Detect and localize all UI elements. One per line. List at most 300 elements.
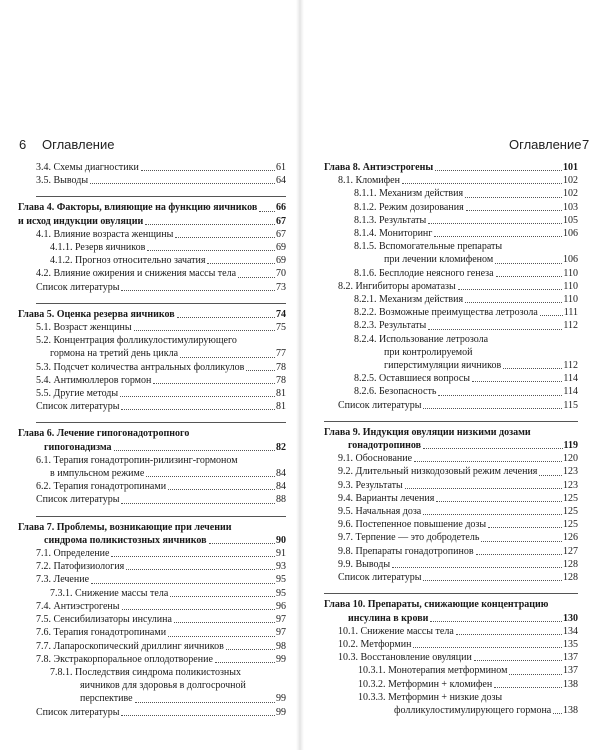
toc-entry-title: 9.4. Варианты лечения bbox=[338, 492, 435, 504]
toc-entry-title: 8.1.1. Механизм действия bbox=[354, 188, 464, 200]
section-gap bbox=[36, 187, 286, 196]
toc-page-number: 73 bbox=[276, 281, 286, 293]
section-gap bbox=[36, 413, 286, 422]
toc-entry bbox=[324, 571, 578, 584]
toc-entry bbox=[324, 651, 578, 664]
toc-entry-title: 8.2.5. Оставшиеся вопросы bbox=[354, 373, 471, 385]
toc-chapter-entry bbox=[18, 521, 286, 534]
toc-entry bbox=[324, 518, 578, 531]
toc-entry-title: 7.3. Лечение bbox=[36, 574, 90, 586]
toc-entry bbox=[324, 280, 578, 293]
toc-entry-title: 7.2. Патофизиология bbox=[36, 561, 125, 573]
toc-entry-title: инсулина в крови bbox=[348, 612, 429, 624]
toc-entry-title: 6.2. Терапия гонадотропинами bbox=[36, 481, 167, 493]
dot-leader bbox=[215, 662, 275, 663]
toc-page-number: 75 bbox=[276, 322, 286, 334]
toc-entry bbox=[324, 704, 578, 717]
toc-page-number: 101 bbox=[563, 162, 578, 173]
toc-entry-title: 5.1. Возраст женщины bbox=[36, 322, 132, 334]
section-divider bbox=[324, 421, 578, 422]
toc-entry-title: гормона на третий день цикла bbox=[50, 348, 179, 360]
toc-entry-title: 8.1.6. Бесплодие неясного генеза bbox=[354, 267, 494, 279]
toc-entry-title: 9.2. Длительный низкодозовый режим лечения bbox=[338, 466, 538, 478]
toc-page-number: 67 bbox=[276, 228, 286, 240]
dot-leader bbox=[413, 647, 562, 648]
toc-page-number: 134 bbox=[563, 625, 578, 637]
toc-entry-title: Глава 7. Проблемы, возникающие при лечении bbox=[18, 521, 232, 533]
section-divider bbox=[324, 593, 578, 594]
toc-entry bbox=[36, 679, 286, 692]
toc-page-number: 74 bbox=[276, 308, 286, 320]
dot-leader bbox=[114, 450, 275, 451]
toc-entry-title: синдрома поликистозных яичников bbox=[44, 534, 207, 546]
toc-page-number: 70 bbox=[276, 268, 286, 280]
toc-entry bbox=[36, 161, 286, 174]
toc-page-number: 95 bbox=[276, 574, 286, 586]
toc-page-number: 112 bbox=[563, 320, 578, 332]
dot-leader bbox=[122, 609, 276, 610]
toc-entry-title: 5.2. Концентрация фолликулостимулирующего bbox=[36, 335, 237, 347]
toc-entry bbox=[36, 241, 286, 254]
section-gap bbox=[324, 412, 578, 421]
toc-entry bbox=[324, 545, 578, 558]
toc-page-number: 91 bbox=[276, 548, 286, 560]
toc-page-number: 119 bbox=[563, 440, 578, 452]
toc-entry-title: 10.3.2. Метформин + кломифен bbox=[358, 678, 493, 690]
toc-entry-title: 8.2.1. Механизм действия bbox=[354, 294, 464, 306]
dot-leader bbox=[472, 381, 562, 382]
toc-page-number: 110 bbox=[563, 294, 578, 306]
section-divider bbox=[36, 196, 286, 197]
toc-entry-title: 9.5. Начальная доза bbox=[338, 506, 422, 518]
toc-entry-title: при контролируемой bbox=[384, 346, 473, 358]
toc-entry-title: 7.1. Определение bbox=[36, 548, 110, 560]
toc-page-number: 84 bbox=[276, 468, 286, 480]
toc-page-number: 125 bbox=[563, 506, 578, 518]
dot-leader bbox=[153, 383, 275, 384]
toc-entry-title: 8.1.3. Результаты bbox=[354, 214, 427, 226]
toc-entry-title: 9.7. Терпение — это добродетель bbox=[338, 532, 480, 544]
toc-entry-title: при лечении кломифеном bbox=[384, 254, 494, 266]
toc-page-number: 88 bbox=[276, 494, 286, 506]
toc-entry-title: 3.4. Схемы диагностики bbox=[36, 162, 139, 173]
toc-entry-title: 7.8.1. Последствия синдрома поликистозных bbox=[50, 666, 241, 678]
toc-entry-title: 7.3.1. Снижение массы тела bbox=[50, 587, 169, 599]
toc-entry-title: 7.7. Лапароскопический дриллинг яичников bbox=[36, 640, 224, 652]
dot-leader bbox=[430, 621, 562, 622]
toc-chapter-entry bbox=[324, 439, 578, 452]
dot-leader bbox=[405, 488, 562, 489]
toc-page-number: 98 bbox=[276, 640, 286, 652]
right-page bbox=[302, 0, 600, 750]
toc-entry-title: 3.5. Выводы bbox=[36, 175, 89, 187]
toc-entry bbox=[36, 228, 286, 241]
toc-entry bbox=[36, 547, 286, 560]
toc-page-number: 120 bbox=[563, 453, 578, 465]
toc-page-number: 97 bbox=[276, 627, 286, 639]
toc-page-number: 82 bbox=[276, 441, 286, 453]
toc-page-number: 81 bbox=[276, 388, 286, 400]
dot-leader bbox=[553, 713, 562, 714]
toc-entry bbox=[324, 359, 578, 372]
dot-leader bbox=[496, 276, 563, 277]
toc-entry bbox=[324, 174, 578, 187]
dot-leader bbox=[174, 622, 275, 623]
toc-entry bbox=[36, 174, 286, 187]
toc-page-number: 137 bbox=[563, 665, 578, 677]
section-divider bbox=[36, 422, 286, 423]
dot-leader bbox=[111, 556, 275, 557]
dot-leader bbox=[495, 263, 562, 264]
toc-entry-title: 8.2.6. Безопасность bbox=[354, 386, 437, 398]
toc-entry-title: 8.2. Ингибиторы ароматазы bbox=[338, 280, 456, 292]
dot-leader bbox=[226, 649, 275, 650]
toc-entry bbox=[36, 347, 286, 360]
toc-chapter-entry bbox=[324, 598, 578, 611]
toc-entry bbox=[36, 387, 286, 400]
toc-page-number: 137 bbox=[563, 652, 578, 664]
toc-entry bbox=[324, 201, 578, 214]
toc-entry-title: 9.3. Результаты bbox=[338, 479, 403, 491]
toc-page-number: 77 bbox=[276, 348, 286, 360]
toc-entry bbox=[324, 399, 578, 412]
toc-entry-title: и исход индукции овуляции bbox=[18, 215, 144, 227]
dot-leader bbox=[474, 660, 562, 661]
dot-leader bbox=[466, 210, 562, 211]
toc-chapter-entry bbox=[36, 441, 286, 454]
toc-page-number: 69 bbox=[276, 242, 286, 254]
toc-entry bbox=[36, 467, 286, 480]
dot-leader bbox=[121, 409, 275, 410]
toc-entry-title: Список литературы bbox=[338, 399, 422, 411]
toc-page-number: 125 bbox=[563, 492, 578, 504]
toc-entry bbox=[36, 361, 286, 374]
dot-leader bbox=[168, 489, 275, 490]
dot-leader bbox=[145, 224, 275, 225]
toc-page-number: 114 bbox=[563, 386, 578, 398]
dot-leader bbox=[423, 514, 562, 515]
toc-entry bbox=[324, 691, 578, 704]
toc-entry-title: 8.1.2. Режим дозирования bbox=[354, 201, 464, 213]
toc-page-number: 106 bbox=[563, 228, 578, 240]
toc-entry bbox=[36, 653, 286, 666]
toc-entry bbox=[36, 281, 286, 294]
toc-page-number: 135 bbox=[563, 638, 578, 650]
dot-leader bbox=[90, 183, 275, 184]
toc-entry bbox=[324, 253, 578, 266]
toc-page-number: 99 bbox=[276, 653, 286, 665]
dot-leader bbox=[428, 223, 562, 224]
toc-entry-title: гипогонадизма bbox=[44, 441, 112, 453]
toc-entry bbox=[324, 293, 578, 306]
toc-entry bbox=[36, 640, 286, 653]
table-of-contents bbox=[324, 161, 578, 717]
dot-leader bbox=[438, 395, 562, 396]
section-gap bbox=[324, 584, 578, 593]
toc-entry-title: 10.3.3. Метформин + низкие дозы bbox=[358, 691, 503, 703]
dot-leader bbox=[423, 448, 563, 449]
toc-entry bbox=[324, 385, 578, 398]
dot-leader bbox=[540, 315, 563, 316]
toc-page-number: 103 bbox=[563, 201, 578, 213]
toc-page-number: 81 bbox=[276, 401, 286, 413]
toc-page-number: 95 bbox=[276, 587, 286, 599]
toc-entry-title: фолликулостимулирующего гормона bbox=[394, 704, 552, 716]
dot-leader bbox=[175, 237, 275, 238]
toc-entry-title: яичников для здоровья в долгосрочной bbox=[80, 680, 246, 692]
toc-entry-title: 7.6. Терапия гонадотропинами bbox=[36, 627, 167, 639]
toc-entry bbox=[324, 492, 578, 505]
toc-entry-title: Глава 9. Индукция овуляции низкими дозами bbox=[324, 426, 531, 438]
toc-entry-title: 9.9. Выводы bbox=[338, 558, 391, 570]
toc-page-number: 102 bbox=[563, 175, 578, 187]
toc-entry bbox=[324, 479, 578, 492]
toc-page-number: 102 bbox=[563, 188, 578, 200]
toc-page-number: 78 bbox=[276, 361, 286, 373]
toc-page-number: 96 bbox=[276, 600, 286, 612]
toc-entry-title: Глава 6. Лечение гипогонадотропного bbox=[18, 428, 190, 440]
dot-leader bbox=[180, 357, 275, 358]
page-number: 7 bbox=[582, 137, 590, 152]
toc-entry-title: 8.1.5. Вспомогательные препараты bbox=[354, 241, 503, 253]
dot-leader bbox=[238, 277, 275, 278]
toc-entry-title: 7.4. Антиэстрогены bbox=[36, 600, 120, 612]
toc-chapter-entry bbox=[18, 427, 286, 440]
toc-entry bbox=[324, 625, 578, 638]
toc-entry bbox=[324, 333, 578, 346]
toc-page-number: 123 bbox=[563, 479, 578, 491]
toc-page-number: 112 bbox=[563, 360, 578, 372]
toc-page-number: 128 bbox=[563, 572, 578, 584]
toc-entry bbox=[324, 664, 578, 677]
toc-entry bbox=[36, 626, 286, 639]
toc-page-number: 126 bbox=[563, 532, 578, 544]
dot-leader bbox=[423, 580, 562, 581]
toc-page-number: 90 bbox=[276, 534, 286, 546]
dot-leader bbox=[503, 368, 562, 369]
toc-page-number: 138 bbox=[563, 678, 578, 690]
toc-entry bbox=[36, 400, 286, 413]
section-divider bbox=[36, 516, 286, 517]
toc-entry-title: 8.1.4. Мониторинг bbox=[354, 228, 433, 240]
dot-leader bbox=[147, 250, 275, 251]
toc-entry-title: Глава 4. Факторы, влияющие на функцию яичников bbox=[18, 202, 258, 214]
dot-leader bbox=[465, 197, 562, 198]
toc-entry bbox=[36, 613, 286, 626]
toc-entry-title: 9.8. Препараты гонадотропинов bbox=[338, 545, 474, 557]
toc-page-number: 115 bbox=[563, 399, 578, 411]
toc-page-number: 99 bbox=[276, 706, 286, 718]
toc-entry bbox=[36, 600, 286, 613]
toc-chapter-entry bbox=[324, 426, 578, 439]
dot-leader bbox=[121, 290, 275, 291]
toc-entry-title: 4.2. Влияние ожирения и снижения массы тела bbox=[36, 268, 237, 280]
toc-entry bbox=[324, 227, 578, 240]
toc-entry bbox=[324, 319, 578, 332]
toc-entry bbox=[36, 321, 286, 334]
toc-page-number: 64 bbox=[276, 175, 286, 187]
toc-entry bbox=[324, 306, 578, 319]
toc-page-number: 114 bbox=[563, 373, 578, 385]
dot-leader bbox=[488, 527, 562, 528]
dot-leader bbox=[135, 702, 275, 703]
dot-leader bbox=[134, 330, 275, 331]
toc-entry-title: 10.3.1. Монотерапия метформином bbox=[358, 665, 508, 677]
toc-entry bbox=[324, 531, 578, 544]
toc-entry bbox=[36, 374, 286, 387]
left-page bbox=[0, 0, 298, 750]
toc-entry-title: гиперстимуляции яичников bbox=[384, 360, 502, 372]
toc-entry-title: 4.1.1. Резерв яичников bbox=[50, 242, 146, 254]
dot-leader bbox=[456, 634, 562, 635]
toc-entry-title: Список литературы bbox=[338, 572, 422, 584]
toc-entry-title: 7.5. Сенсибилизаторы инсулина bbox=[36, 614, 172, 626]
toc-chapter-entry bbox=[36, 534, 286, 547]
toc-entry-title: Список литературы bbox=[36, 401, 120, 413]
page-number: 6 bbox=[19, 137, 27, 152]
toc-entry-title: 8.2.3. Результаты bbox=[354, 320, 427, 332]
toc-entry-title: 8.1. Кломифен bbox=[338, 175, 400, 187]
section-gap bbox=[36, 294, 286, 303]
toc-page-number: 105 bbox=[563, 214, 578, 226]
toc-entry-title: 7.8. Экстракорпоральное оплодотворение bbox=[36, 653, 213, 665]
toc-page-number: 125 bbox=[563, 519, 578, 531]
dot-leader bbox=[246, 370, 275, 371]
toc-entry bbox=[324, 267, 578, 280]
toc-entry-title: гонадотропинов bbox=[348, 440, 422, 452]
toc-entry bbox=[324, 452, 578, 465]
toc-entry-title: Список литературы bbox=[36, 281, 120, 293]
toc-page-number: 66 bbox=[276, 202, 286, 214]
toc-chapter-entry bbox=[18, 215, 286, 228]
toc-chapter-entry bbox=[18, 201, 286, 214]
toc-entry-title: 5.3. Подсчет количества антральных фолликулов bbox=[36, 361, 245, 373]
toc-entry bbox=[36, 706, 286, 719]
toc-entry bbox=[36, 480, 286, 493]
toc-page-number: 61 bbox=[276, 162, 286, 173]
toc-entry-title: 10.1. Снижение массы тела bbox=[338, 625, 454, 637]
toc-page-number: 127 bbox=[563, 545, 578, 557]
dot-leader bbox=[465, 302, 562, 303]
toc-entry-title: 9.6. Постепенное повышение дозы bbox=[338, 519, 487, 531]
toc-entry bbox=[36, 493, 286, 506]
toc-page-number: 78 bbox=[276, 374, 286, 386]
dot-leader bbox=[168, 636, 275, 637]
dot-leader bbox=[458, 289, 563, 290]
toc-entry bbox=[324, 346, 578, 359]
dot-leader bbox=[509, 674, 562, 675]
toc-entry bbox=[324, 638, 578, 651]
toc-entry-title: Список литературы bbox=[36, 706, 120, 718]
toc-entry bbox=[324, 505, 578, 518]
toc-entry bbox=[36, 254, 286, 267]
dot-leader bbox=[91, 583, 275, 584]
toc-entry-title: 5.5. Другие методы bbox=[36, 388, 119, 400]
toc-page-number: 69 bbox=[276, 255, 286, 267]
dot-leader bbox=[126, 569, 275, 570]
toc-entry bbox=[36, 334, 286, 347]
toc-page-number: 138 bbox=[563, 704, 578, 716]
dot-leader bbox=[494, 687, 562, 688]
toc-entry bbox=[36, 454, 286, 467]
running-title: Оглавление bbox=[509, 137, 582, 152]
toc-entry-title: 6.1. Терапия гонадотропин-рилизинг-гормоном bbox=[36, 454, 238, 466]
toc-entry-title: 8.2.4. Использование летрозола bbox=[354, 333, 489, 345]
toc-entry bbox=[36, 666, 286, 679]
toc-entry bbox=[36, 587, 286, 600]
dot-leader bbox=[481, 541, 562, 542]
dot-leader bbox=[170, 596, 275, 597]
toc-entry-title: 10.2. Метформин bbox=[338, 638, 412, 650]
toc-entry bbox=[324, 214, 578, 227]
toc-chapter-entry bbox=[324, 612, 578, 625]
dot-leader bbox=[423, 408, 562, 409]
dot-leader bbox=[402, 183, 562, 184]
dot-leader bbox=[435, 170, 562, 171]
dot-leader bbox=[207, 263, 275, 264]
toc-page-number: 93 bbox=[276, 561, 286, 573]
toc-page-number: 67 bbox=[276, 215, 286, 227]
toc-entry bbox=[36, 267, 286, 280]
dot-leader bbox=[392, 567, 562, 568]
toc-entry-title: 8.2.2. Возможные преимущества летрозола bbox=[354, 307, 538, 319]
dot-leader bbox=[177, 317, 275, 318]
section-divider bbox=[36, 303, 286, 304]
toc-entry bbox=[324, 558, 578, 571]
dot-leader bbox=[476, 554, 562, 555]
toc-page-number: 130 bbox=[563, 612, 578, 624]
dot-leader bbox=[434, 236, 562, 237]
toc-page-number: 99 bbox=[276, 693, 286, 705]
running-title: Оглавление bbox=[42, 137, 115, 152]
toc-entry-title: Список литературы bbox=[36, 494, 120, 506]
toc-page-number: 128 bbox=[563, 558, 578, 570]
dot-leader bbox=[259, 211, 275, 212]
toc-page-number: 123 bbox=[563, 466, 578, 478]
dot-leader bbox=[121, 503, 275, 504]
dot-leader bbox=[146, 476, 275, 477]
toc-entry bbox=[324, 240, 578, 253]
toc-chapter-entry bbox=[324, 161, 578, 174]
toc-entry bbox=[324, 372, 578, 385]
toc-entry bbox=[324, 187, 578, 200]
toc-page-number: 97 bbox=[276, 614, 286, 626]
dot-leader bbox=[436, 501, 562, 502]
toc-page-number: 110 bbox=[563, 280, 578, 292]
dot-leader bbox=[209, 543, 275, 544]
dot-leader bbox=[539, 475, 562, 476]
toc-page-number: 110 bbox=[563, 267, 578, 279]
toc-entry-title: перспективе bbox=[80, 693, 133, 705]
toc-entry-title: Глава 10. Препараты, снижающие концентрацию bbox=[324, 599, 549, 611]
section-gap bbox=[36, 507, 286, 516]
toc-chapter-entry bbox=[18, 308, 286, 321]
toc-entry-title: 10.3. Восстановление овуляции bbox=[338, 652, 472, 664]
toc-entry-title: 4.1.2. Прогноз относительно зачатия bbox=[50, 255, 206, 267]
toc-entry bbox=[324, 678, 578, 691]
toc-entry-title: 4.1. Влияние возраста женщины bbox=[36, 228, 174, 240]
toc-entry-title: 5.4. Антимюллеров гормон bbox=[36, 374, 152, 386]
toc-page-number: 84 bbox=[276, 481, 286, 493]
dot-leader bbox=[414, 461, 562, 462]
toc-entry-title: Глава 5. Оценка резерва яичников bbox=[18, 308, 175, 320]
toc-entry-title: 9.1. Обоснование bbox=[338, 453, 413, 465]
toc-entry bbox=[36, 692, 286, 705]
toc-page-number: 106 bbox=[563, 254, 578, 266]
toc-entry-title: в импульсном режиме bbox=[50, 468, 145, 480]
toc-entry bbox=[324, 465, 578, 478]
dot-leader bbox=[121, 715, 275, 716]
